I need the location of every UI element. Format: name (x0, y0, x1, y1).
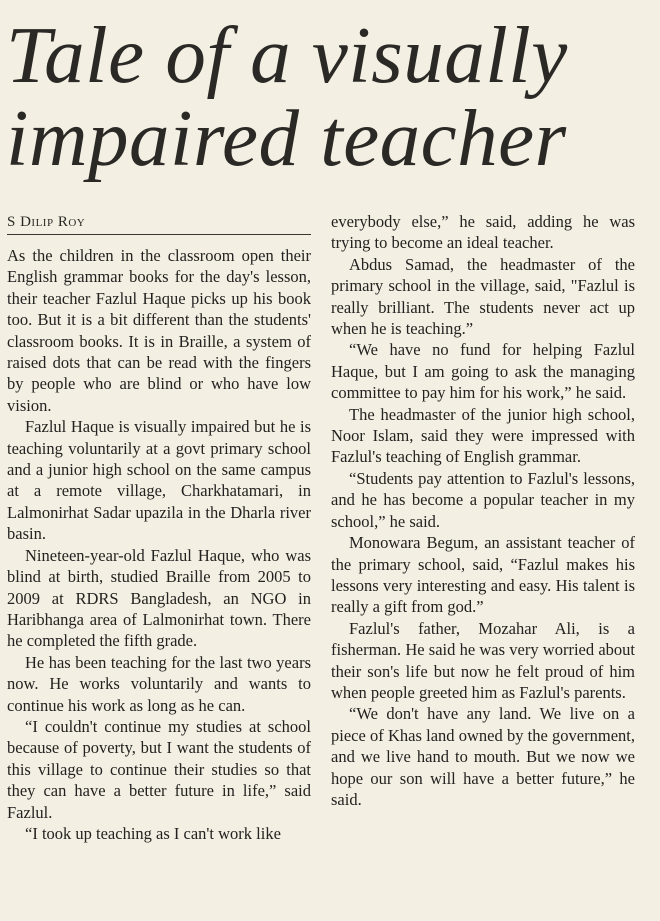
paragraph: “Students pay attention to Fazlul's lessons, and he has become a popular teacher in my school,” he said. (331, 468, 635, 531)
paragraph: “I took up teaching as I can't work like (25, 823, 281, 843)
paragraph: As the children in the classroom open their English grammar books for the day's lesson, their teacher Fazlul Haque picks up his book too. But it is a bit different than the students' classroom books. It is in Braille, a system of raised dots that can be read with the fingers by people who are blind or who have low vision. (7, 246, 311, 415)
article-column-1 (7, 245, 311, 844)
paragraph: “I couldn't continue my studies at school because of poverty, but I want the students of this village to continue their studies so that they can have a better future in life,” said Fazlul. (7, 716, 311, 822)
article-column-2 (331, 211, 635, 810)
paragraph: Fazlul's father, Mozahar Ali, is a fisherman. He said he was very worried about their son's life but now he felt proud of him when people greeted him as Fazlul's parents. (331, 618, 635, 702)
byline: S Dilip Roy (7, 214, 86, 230)
paragraph: “We don't have any land. We live on a piece of Khas land owned by the government, and we live hand to mouth. But we now we hope our son will have a better future,” he said. (331, 704, 635, 809)
headline-line-1: Tale of a visually (6, 10, 568, 100)
paragraph: Abdus Samad, the headmaster of the primary school in the village, said, "Fazlul is really brilliant. The students never act up when he is teaching.” (331, 254, 635, 339)
paragraph: The headmaster of the junior high school, Noor Islam, said they were impressed with Fazlul's teaching of English grammar. (331, 404, 635, 467)
byline-rule (7, 234, 311, 235)
paragraph: Nineteen-year-old Fazlul Haque, who was blind at birth, studied Braille from 2005 to 2009 at RDRS Bangladesh, an NGO in Haribhanga area of Lalmonirhat town. There he completed the fifth grade. (7, 545, 311, 651)
paragraph: Fazlul Haque is visually impaired but he is teaching voluntarily at a govt primary school and a junior high school on the same campus at a remote village, Charkhatamari, in Lalmonirhat Sadar upazila in the Dharla river basin. (7, 417, 311, 544)
headline-line-2: impaired teacher (6, 93, 567, 183)
paragraph: He has been teaching for the last two years now. He works voluntarily and wants to continue his work as long as he can. (7, 652, 311, 715)
paragraph: Monowara Begum, an assistant teacher of the primary school, said, “Fazlul makes his lessons very interesting and easy. His talent is really a gift from god.” (331, 533, 635, 617)
paragraph: everybody else,” he said, adding he was trying to become an ideal teacher. (331, 212, 635, 253)
headline (6, 10, 656, 183)
paragraph: “We have no fund for helping Fazlul Haque, but I am going to ask the managing committee to pay him for his work,” he said. (331, 340, 635, 403)
